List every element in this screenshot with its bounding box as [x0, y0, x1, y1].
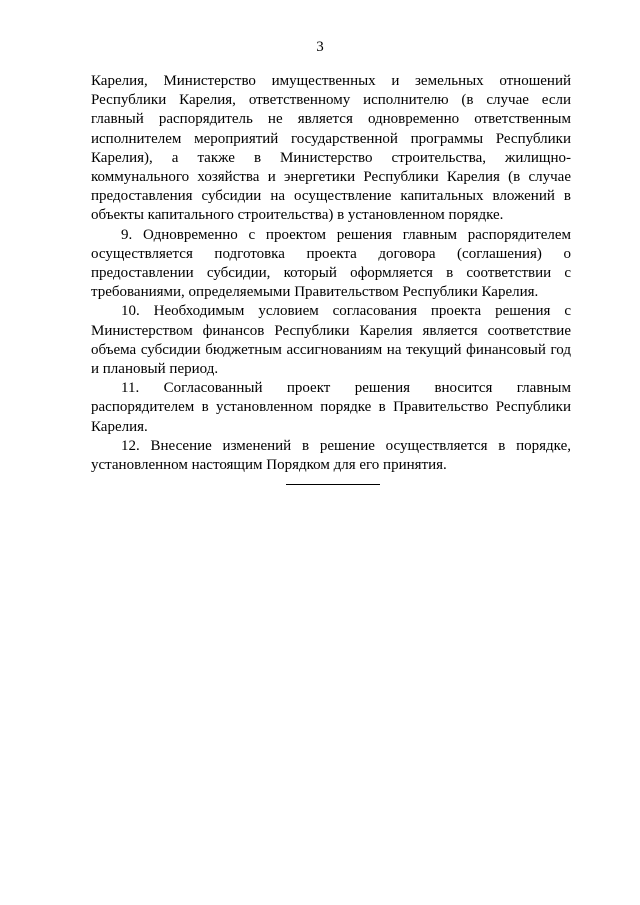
paragraph-12: 12. Внесение изменений в решение осуществляется в порядке, установленном настоящим Порядком для его принятия. — [91, 437, 571, 474]
paragraph-continuation: Карелия, Министерство имущественных и земельных отношений Республики Карелия, ответственному исполнителю (в случае если главный распорядитель не является одновременно ответственным исполнителем мероприятий государственной программы Республики Карелия), а также в Министерство строительства, жилищно-коммунального хозяйства и энергетики Республики Карелия (в случае предоставления субсидии на осуществление капитальных вложений в объекты капитального строительства) в установленном порядке. — [91, 73, 571, 224]
document-body — [91, 72, 571, 475]
paragraph-10: 10. Необходимым условием согласования проекта решения с Министерством финансов Республики Карелия является соответствие объема субсидии бюджетным ассигнованиям на текущий финансовый год и плановый период. — [91, 303, 571, 378]
page-number: 3 — [316, 39, 324, 55]
end-divider — [286, 484, 380, 485]
paragraph-11: 11. Согласованный проект решения вносится главным распорядителем в установленном порядке в Правительство Республики Карелия. — [91, 380, 571, 435]
paragraph-9: 9. Одновременно с проектом решения главным распорядителем осуществляется подготовка проекта договора (соглашения) о предоставлении субсидии, который оформляется в соответствии с требованиями, определяемыми Правительством Республики Карелия. — [91, 226, 571, 301]
